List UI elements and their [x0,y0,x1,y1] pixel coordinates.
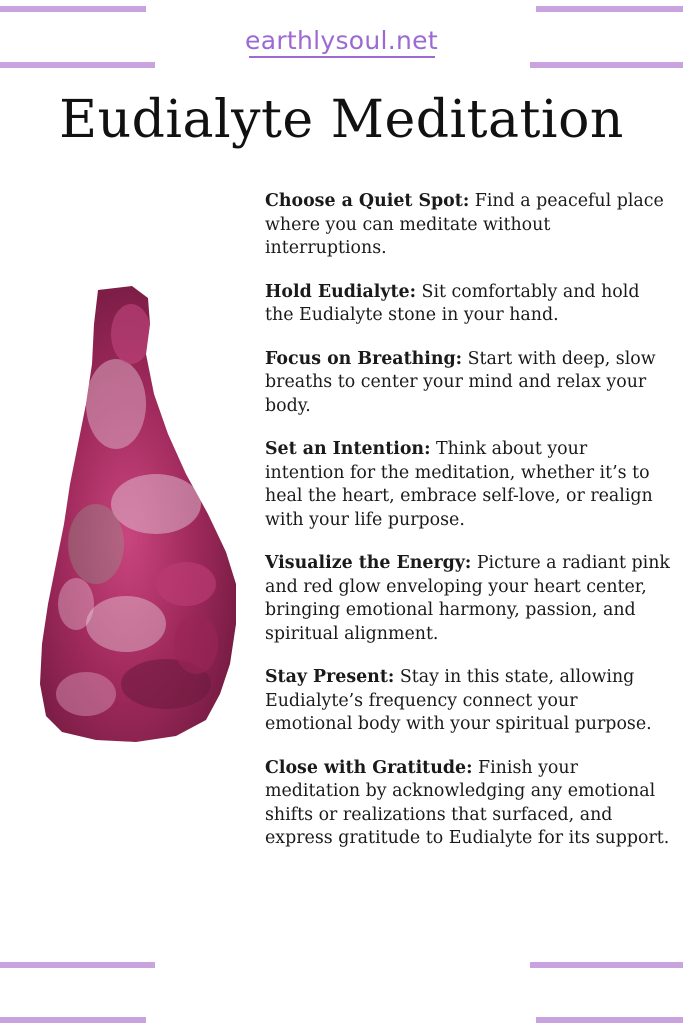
decor-bar-bottom-left-upper [0,962,155,968]
page-title: Eudialyte Meditation [59,90,624,150]
eudialyte-stone-image [36,284,241,744]
decor-bar-top-right-upper [536,6,683,12]
step-text: Think about your intention for the meditation, whether it’s to heal the heart, embrace self-love, or realign with your life purpose. [265,439,653,530]
step-text: Find a peaceful place where you can meditate without interruptions. [265,191,664,258]
step-text: Finish your meditation by acknowledging any emotional shifts or realizations that surfaced, and express gratitude to Eudialyte for its support. [265,757,670,848]
step-item [265,666,670,737]
step-heading: Focus on Breathing: [265,348,463,369]
step-text: Picture a radiant pink and red glow enveloping your heart center, bringing emotional harmony, passion, and spiritual alignment. [265,553,670,644]
step-heading: Close with Gratitude: [265,757,473,778]
step-heading: Set an Intention: [265,439,431,459]
decor-bar-bottom-right-upper [530,962,683,968]
decor-bar-bottom-left-lower [0,1017,146,1023]
step-text: Sit comfortably and hold the Eudialyte stone in your hand. [265,281,640,325]
step-item [265,281,670,328]
step-heading: Hold Eudialyte: [265,281,417,302]
step-heading: Choose a Quiet Spot: [265,191,470,211]
step-item [265,190,670,261]
decor-bar-top-left-upper [0,6,146,12]
step-item [265,438,670,532]
step-heading: Visualize the Energy: [265,553,472,573]
step-text: Stay in this state, allowing Eudialyte’s frequency connect your emotional body with your spiritual purpose. [265,667,652,734]
step-item [265,348,670,419]
site-logo[interactable] [0,26,683,58]
site-logo-text: earthlysoul.net [245,26,438,55]
decor-bar-bottom-right-lower [536,1017,683,1023]
site-logo-underline [249,56,435,58]
decor-bar-top-left-lower [0,62,155,68]
meditation-steps [265,190,670,871]
step-item [265,757,670,851]
decor-bar-top-right-lower [530,62,683,68]
step-heading: Stay Present: [265,667,395,687]
step-text: Start with deep, slow breaths to center your mind and relax your body. [265,348,656,416]
step-item [265,552,670,646]
